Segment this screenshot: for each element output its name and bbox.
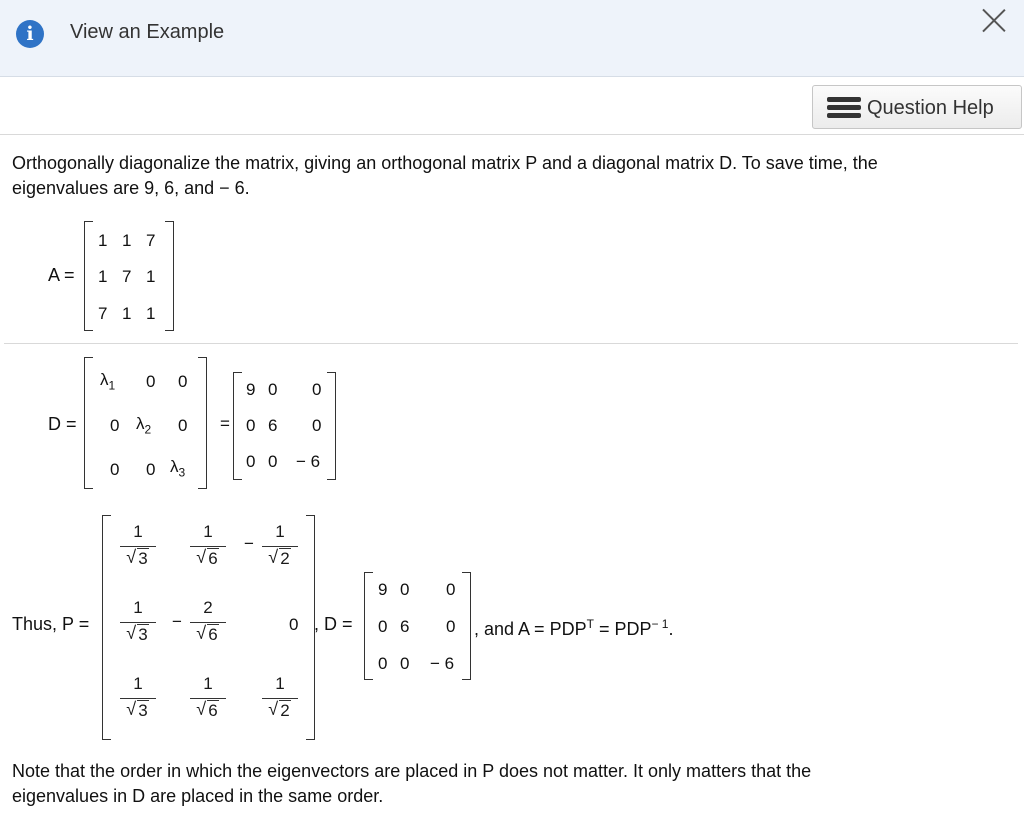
lambda-3: $\lambda_3$ — [170, 457, 186, 480]
list-icon — [827, 97, 861, 119]
question-help-button[interactable] — [812, 85, 1022, 129]
d-numeric-right-bracket — [327, 372, 336, 480]
d-symbolic-cell: 0 — [178, 416, 188, 435]
matrix-a-cell: 7 — [98, 304, 108, 323]
matrix-a-left-bracket — [84, 221, 93, 331]
thus-p-label: Thus, P = — [12, 614, 90, 634]
matrix-a-cell: 1 — [122, 304, 132, 323]
d-result-right-bracket — [462, 572, 471, 680]
d-result-cell: − 6 — [430, 654, 455, 673]
d-result-left-bracket — [364, 572, 373, 680]
p-entry: 2 √ 6 — [186, 598, 230, 645]
p-sign: − — [244, 534, 254, 553]
d-label: D = — [48, 414, 77, 434]
header-title: View an Example — [70, 21, 225, 43]
d-result-cell: 9 — [378, 580, 388, 599]
matrix-a-cell: 1 — [146, 304, 156, 323]
matrix-a-cell: 7 — [122, 267, 132, 286]
p-entry: 1 √ 2 — [258, 674, 302, 721]
problem-statement-line2: eigenvalues are 9, 6, and − 6. — [12, 178, 250, 198]
matrix-a-cell: 1 — [122, 231, 132, 250]
p-entry: 1 √ 6 — [186, 674, 230, 721]
matrix-a-cell: 1 — [98, 267, 108, 286]
d-symbolic-cell: 0 — [110, 460, 120, 479]
lambda-1: $\lambda_1$ — [100, 370, 116, 393]
note-line1: Note that the order in which the eigenvectors are placed in P does not matter. It only matters that the — [12, 761, 812, 781]
p-sign: − — [172, 612, 182, 631]
d-result-label: , D = — [314, 614, 353, 634]
divider — [4, 343, 1018, 344]
p-entry: 1 √ 3 — [116, 598, 160, 645]
matrix-a-cell: 1 — [146, 267, 156, 286]
close-icon[interactable] — [981, 7, 1007, 33]
d-numeric-cell: 9 — [246, 380, 256, 399]
question-help-label: Question Help — [867, 97, 994, 119]
equals-sign: = — [220, 414, 230, 433]
d-numeric-cell: − 6 — [296, 452, 321, 471]
d-numeric-cell: 0 — [312, 380, 322, 399]
d-numeric-cell: 0 — [268, 380, 278, 399]
matrix-a-right-bracket — [165, 221, 174, 331]
p-left-bracket — [102, 515, 111, 740]
example-header — [0, 0, 1024, 77]
d-result-cell: 0 — [400, 580, 410, 599]
d-symbolic-cell: 0 — [146, 372, 156, 391]
p-entry: 1 √ 3 — [116, 674, 160, 721]
decomposition-relation: , and $A = PDP^T = PDP^{- 1}$. — [474, 617, 674, 639]
p-entry: 1 √ 6 — [186, 522, 230, 569]
d-result-cell: 0 — [378, 617, 388, 636]
d-result-cell: 6 — [400, 617, 410, 636]
d-result-cell: 0 — [446, 617, 456, 636]
d-result-cell: 0 — [378, 654, 388, 673]
d-symbolic-cell: 0 — [146, 460, 156, 479]
matrix-a-cell: 7 — [146, 231, 156, 250]
d-numeric-cell: 0 — [246, 452, 256, 471]
matrix-a-cell: 1 — [98, 231, 108, 250]
p-entry: 1 √ 2 — [258, 522, 302, 569]
lambda-2: $\lambda_2$ — [136, 414, 152, 437]
d-symbolic-left-bracket — [84, 357, 93, 489]
matrix-a-label: A = — [48, 265, 75, 285]
d-numeric-cell: 0 — [268, 452, 278, 471]
d-numeric-cell: 0 — [312, 416, 322, 435]
problem-statement-line1: Orthogonally diagonalize the matrix, giving an orthogonal matrix P and a diagonal matrix D. To save time, the — [12, 153, 878, 173]
d-numeric-cell: 6 — [268, 416, 278, 435]
d-symbolic-cell: 0 — [110, 416, 120, 435]
p-entry: 1 √ 3 — [116, 522, 160, 569]
note-line2: eigenvalues in D are placed in the same order. — [12, 786, 384, 806]
d-numeric-left-bracket — [233, 372, 242, 480]
d-symbolic-cell: 0 — [178, 372, 188, 391]
info-icon: i — [16, 20, 44, 48]
d-symbolic-right-bracket — [198, 357, 207, 489]
d-numeric-cell: 0 — [246, 416, 256, 435]
d-result-cell: 0 — [400, 654, 410, 673]
p-entry: 0 — [289, 615, 299, 634]
divider — [0, 134, 1024, 135]
d-result-cell: 0 — [446, 580, 456, 599]
